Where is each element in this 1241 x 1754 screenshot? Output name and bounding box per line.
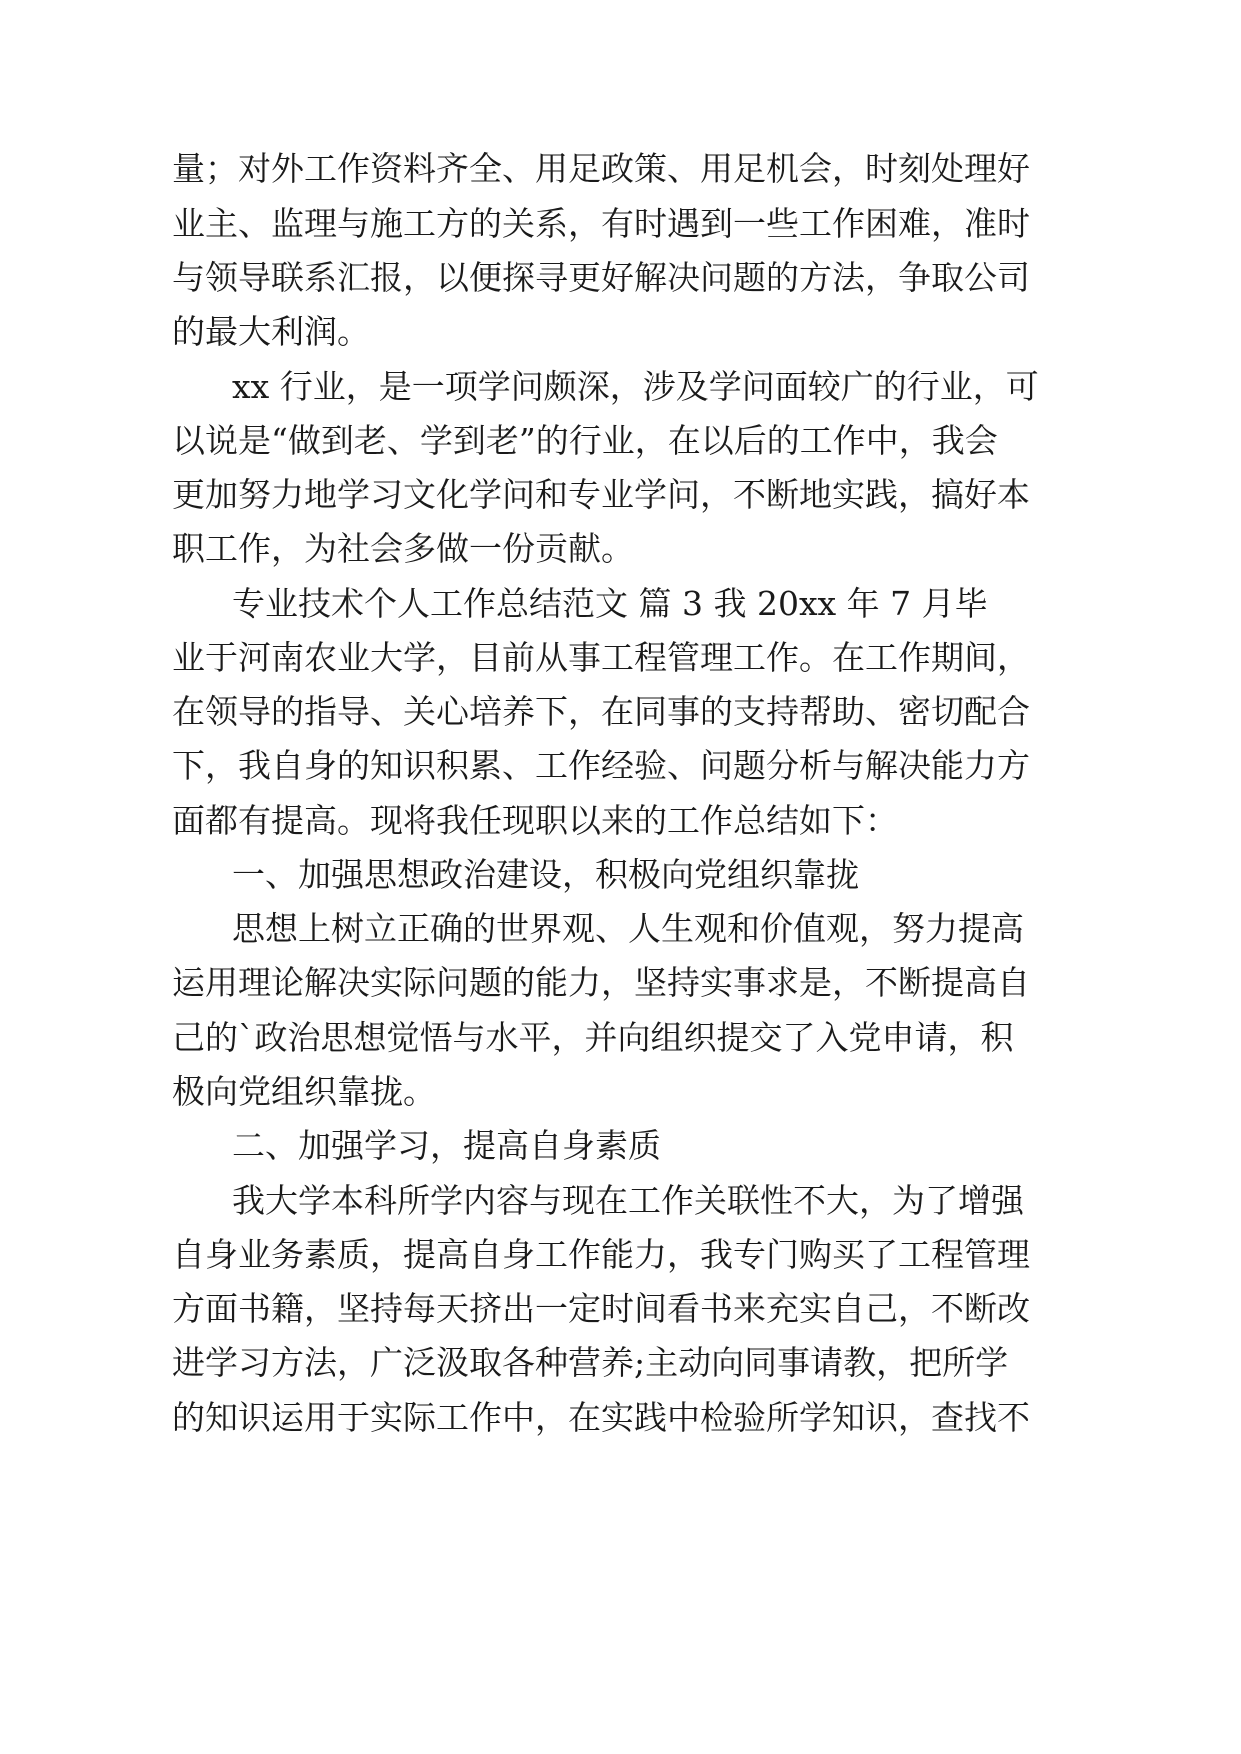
subheading: 一、加强思想政治建设，积极向党组织靠拢 [232, 855, 859, 894]
text-line: 思想上树立正确的世界观、人生观和价值观，努力提高 [232, 909, 1024, 948]
text-line: 下，我自身的知识积累、工作经验、问题分析与解决能力方 [172, 746, 1030, 785]
text-line: 面都有提高。现将我任现职以来的工作总结如下： [172, 801, 898, 840]
text-line: 的最大利润。 [172, 312, 370, 351]
text-line: 己的`政治思想觉悟与水平，并向组织提交了入党申请，积 [172, 1018, 1014, 1057]
text-line: 职工作，为社会多做一份贡献。 [172, 529, 634, 568]
text-line: 方面书籍，坚持每天挤出一定时间看书来充实自己，不断改 [172, 1289, 1030, 1328]
text-line: 我大学本科所学内容与现在工作关联性不大，为了增强 [232, 1181, 1024, 1220]
text-line: 业于河南农业大学，目前从事工程管理工作。在工作期间， [172, 638, 1030, 677]
text-line: 更加努力地学习文化学问和专业学问，不断地实践，搞好本 [172, 475, 1030, 514]
text-line: 的知识运用于实际工作中，在实践中检验所学知识，查找不 [172, 1398, 1030, 1437]
text-line: 与领导联系汇报，以便探寻更好解决问题的方法，争取公司 [172, 258, 1030, 297]
text-line: 业主、监理与施工方的关系，有时遇到一些工作困难，准时 [172, 204, 1030, 243]
section-heading: 专业技术个人工作总结范文 篇 3 我 20xx 年 7 月毕 [232, 584, 988, 623]
text-line: 运用理论解决实际问题的能力，坚持实事求是，不断提高自 [172, 963, 1030, 1002]
text-line: 量；对外工作资料齐全、用足政策、用足机会，时刻处理好 [172, 149, 1030, 188]
subheading: 二、加强学习，提高自身素质 [232, 1126, 661, 1165]
text-line: 进学习方法，广泛汲取各种营养;主动向同事请教，把所学 [172, 1343, 1009, 1382]
text-line: 极向党组织靠拢。 [172, 1072, 436, 1111]
text-line: 自身业务素质，提高自身工作能力，我专门购买了工程管理 [172, 1235, 1030, 1274]
text-line: xx 行业，是一项学问颇深，涉及学问面较广的行业，可 [232, 367, 1039, 406]
text-line: 以说是“做到老、学到老”的行业，在以后的工作中，我会 [172, 421, 998, 460]
text-line: 在领导的指导、关心培养下，在同事的支持帮助、密切配合 [172, 692, 1030, 731]
